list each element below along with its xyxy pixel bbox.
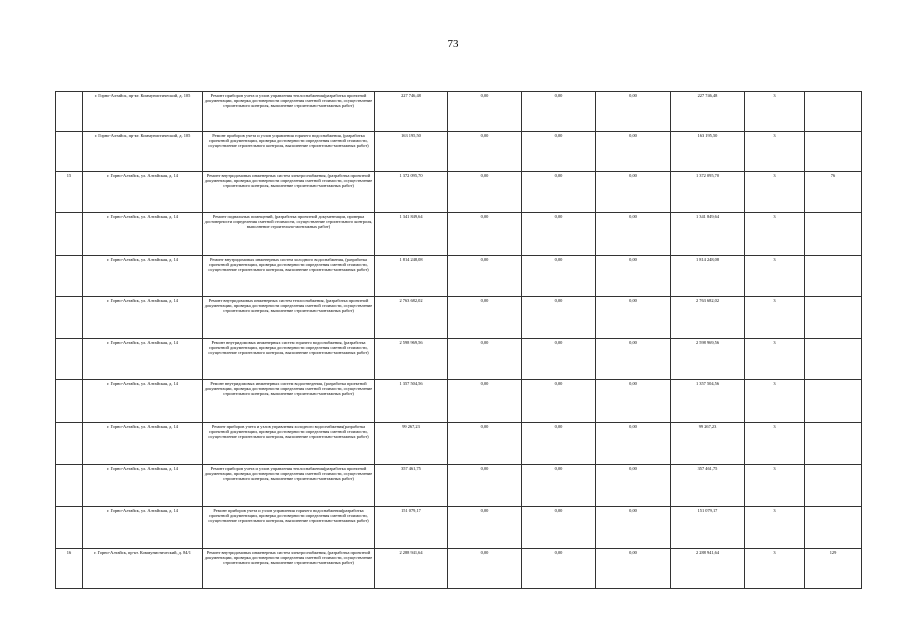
- row-work-description: Ремонт внутридомовых инженерных систем теплоснабжения, (разработка проектной документации, проверка достоверности определения сметной стоимости, осуществление строительного контроля, выполнение строительно-монтажных работ): [203, 297, 375, 339]
- row-value-1: 0,00: [448, 339, 522, 380]
- row-value-3: 0,00: [596, 256, 671, 297]
- row-extra: [805, 213, 862, 256]
- row-fund-cost: 99 267,23: [671, 423, 745, 465]
- row-value-2: 0,00: [522, 256, 596, 297]
- row-fund-cost: 2 598 969,56: [671, 339, 745, 380]
- row-value-3: 0,00: [596, 380, 671, 423]
- row-value-3: 0,00: [596, 213, 671, 256]
- row-extra: [805, 380, 862, 423]
- page-number: 73: [447, 38, 459, 50]
- row-number: [56, 339, 83, 380]
- row-work-description: Ремонт внутридомовых инженерных систем электроснабжения, (разработка проектной документации, проверка достоверности определения сметной стоимости, осуществление строительного контроля, выполнение строительно-монтажных работ): [203, 172, 375, 213]
- row-number: [56, 132, 83, 172]
- row-extra: [805, 423, 862, 465]
- row-value-2: 0,00: [522, 172, 596, 213]
- row-value-3: 0,00: [596, 507, 671, 549]
- table-row: [56, 92, 862, 132]
- row-year: 3: [745, 507, 805, 549]
- row-total-cost: 99 267,23: [375, 423, 448, 465]
- row-fund-cost: 357 461,75: [671, 465, 745, 507]
- row-address: г. Горно-Алтайск, ул. Алтайская, д. 14: [83, 507, 203, 549]
- row-value-1: 0,00: [448, 380, 522, 423]
- row-number: [56, 423, 83, 465]
- row-value-2: 0,00: [522, 423, 596, 465]
- row-number: [56, 297, 83, 339]
- row-number: [56, 256, 83, 297]
- row-fund-cost: 151 079,17: [671, 507, 745, 549]
- row-total-cost: 151 079,17: [375, 507, 448, 549]
- table-row: [56, 549, 862, 589]
- row-total-cost: 2 763 682,02: [375, 297, 448, 339]
- row-value-3: 0,00: [596, 172, 671, 213]
- row-total-cost: 1 357 504,56: [375, 380, 448, 423]
- row-year: 3: [745, 339, 805, 380]
- row-value-3: 0,00: [596, 549, 671, 589]
- row-address: г. Горно-Алтайск, ул. Алтайская, д. 14: [83, 465, 203, 507]
- row-extra: [805, 256, 862, 297]
- row-work-description: Ремонт приборов учета и узлов управления горячего водоснабжения(разработка проектной документации, проверка достоверности определения сметной стоимости, осуществление строительного контроля, выполнение строительно-монтажных работ): [203, 507, 375, 549]
- table-row: [56, 465, 862, 507]
- row-address: г. Горно-Алтайск, пр-кт. Коммунистический, д. 84/1: [83, 549, 203, 589]
- row-fund-cost: 227 746,48: [671, 92, 745, 132]
- row-work-description: Ремонт внутридомовых инженерных систем водоотведения, (разработка проектной документации, проверка достоверности определения сметной стоимости, осуществление строительного контроля, выполнение строительно-монтажных работ): [203, 380, 375, 423]
- row-work-description: Ремонт внутридомовых инженерных систем горячего водоснабжения, (разработка проектной документации, проверка достоверности определения сметной стоимости, осуществление строительного контроля, выполнение строительно-монтажных работ): [203, 339, 375, 380]
- row-year: 3: [745, 297, 805, 339]
- row-year: 3: [745, 132, 805, 172]
- row-value-3: 0,00: [596, 297, 671, 339]
- row-fund-cost: 2 763 682,02: [671, 297, 745, 339]
- table-row: [56, 507, 862, 549]
- row-total-cost: 1 814 248,08: [375, 256, 448, 297]
- row-value-2: 0,00: [522, 380, 596, 423]
- row-extra: [805, 132, 862, 172]
- row-work-description: Ремонт внутридомовых инженерных систем холодного водоснабжения, (разработка проектной документации, проверка достоверности определения сметной стоимости, осуществление строительного контроля, выполнение строительно-монтажных работ): [203, 256, 375, 297]
- row-extra: [805, 465, 862, 507]
- row-value-3: 0,00: [596, 132, 671, 172]
- row-work-description: Ремонт приборов учета и узлов управления горячего водоснабжения, (разработка проектной документации, проверка достоверности определения сметной стоимости, осуществление строительного контроля, выполнение строительно-монтажных работ): [203, 132, 375, 172]
- row-value-1: 0,00: [448, 465, 522, 507]
- row-work-description: Ремонт приборов учета и узлов управления теплоснабжения(разработка проектной документации, проверка достоверности определения сметной стоимости, осуществление строительного контроля, выполнение строительно-монтажных работ): [203, 92, 375, 132]
- row-extra: [805, 507, 862, 549]
- row-value-3: 0,00: [596, 339, 671, 380]
- row-address: г. Горно-Алтайск, ул. Алтайская, д. 14: [83, 380, 203, 423]
- capital-repair-table: [55, 91, 862, 589]
- table-row: [56, 213, 862, 256]
- row-value-1: 0,00: [448, 256, 522, 297]
- row-year: 3: [745, 172, 805, 213]
- row-number: [56, 92, 83, 132]
- row-value-1: 0,00: [448, 507, 522, 549]
- table-body: [56, 92, 862, 589]
- row-value-1: 0,00: [448, 172, 522, 213]
- row-value-2: 0,00: [522, 132, 596, 172]
- row-value-3: 0,00: [596, 423, 671, 465]
- row-total-cost: 2 598 969,56: [375, 339, 448, 380]
- row-year: 3: [745, 423, 805, 465]
- row-address: г. Горно-Алтайск, пр-кт. Коммунистический, д. 105: [83, 92, 203, 132]
- row-value-2: 0,00: [522, 465, 596, 507]
- row-value-2: 0,00: [522, 339, 596, 380]
- row-address: г. Горно-Алтайск, ул. Алтайская, д. 14: [83, 213, 203, 256]
- row-year: 3: [745, 213, 805, 256]
- row-value-2: 0,00: [522, 92, 596, 132]
- row-work-description: Ремонт внутридомовых инженерных систем электроснабжения, (разработка проектной документации, проверка достоверности определения сметной стоимости, осуществление строительного контроля, выполнение строительно-монтажных работ): [203, 549, 375, 589]
- row-number: [56, 465, 83, 507]
- row-fund-cost: 163 195,50: [671, 132, 745, 172]
- row-extra: [805, 339, 862, 380]
- row-fund-cost: 1 814 248,08: [671, 256, 745, 297]
- row-value-3: 0,00: [596, 92, 671, 132]
- row-extra: 129: [805, 549, 862, 589]
- row-address: г. Горно-Алтайск, ул. Алтайская, д. 14: [83, 297, 203, 339]
- row-fund-cost: 1 341 849,64: [671, 213, 745, 256]
- row-work-description: Ремонт приборов учета и узлов управления холодного водоснабжения(разработка проектной документации, проверка достоверности определения сметной стоимости, осуществление строительного контроля, выполнение строительно-монтажных работ): [203, 423, 375, 465]
- row-value-1: 0,00: [448, 213, 522, 256]
- row-fund-cost: 1 357 504,56: [671, 380, 745, 423]
- row-value-3: 0,00: [596, 465, 671, 507]
- row-value-2: 0,00: [522, 297, 596, 339]
- row-total-cost: 227 746,48: [375, 92, 448, 132]
- row-address: г. Горно-Алтайск, ул. Алтайская, д. 14: [83, 423, 203, 465]
- row-total-cost: 2 288 941,64: [375, 549, 448, 589]
- table-row: [56, 256, 862, 297]
- row-value-1: 0,00: [448, 549, 522, 589]
- row-number: 15: [56, 172, 83, 213]
- row-total-cost: 1 372 095,70: [375, 172, 448, 213]
- row-address: г. Горно-Алтайск, ул. Алтайская, д. 14: [83, 172, 203, 213]
- row-address: г. Горно-Алтайск, ул. Алтайская, д. 14: [83, 256, 203, 297]
- row-year: 3: [745, 92, 805, 132]
- row-total-cost: 357 461,75: [375, 465, 448, 507]
- row-value-2: 0,00: [522, 213, 596, 256]
- row-number: [56, 507, 83, 549]
- row-address: г. Горно-Алтайск, пр-кт. Коммунистический, д. 105: [83, 132, 203, 172]
- row-number: [56, 380, 83, 423]
- row-extra: [805, 92, 862, 132]
- row-year: 3: [745, 380, 805, 423]
- row-fund-cost: 2 288 941,64: [671, 549, 745, 589]
- table-row: [56, 380, 862, 423]
- table-row: [56, 132, 862, 172]
- row-value-1: 0,00: [448, 132, 522, 172]
- row-work-description: Ремонт приборов учета и узлов управления теплоснабжения(разработка проектной документации, проверка достоверности определения сметной стоимости, осуществление строительного контроля, выполнение строительно-монтажных работ): [203, 465, 375, 507]
- row-value-1: 0,00: [448, 92, 522, 132]
- table-row: [56, 423, 862, 465]
- table-row: [56, 172, 862, 213]
- row-value-1: 0,00: [448, 297, 522, 339]
- table-row: [56, 339, 862, 380]
- row-year: 3: [745, 549, 805, 589]
- row-value-2: 0,00: [522, 549, 596, 589]
- row-extra: [805, 297, 862, 339]
- row-total-cost: 1 341 849,64: [375, 213, 448, 256]
- row-work-description: Ремонт подвальных помещений, (разработка проектной документации, проверка достоверности определения сметной стоимости, осуществление строительного контроля, выполнение строительно-монтажных работ): [203, 213, 375, 256]
- row-value-1: 0,00: [448, 423, 522, 465]
- row-year: 3: [745, 256, 805, 297]
- table-row: [56, 297, 862, 339]
- row-year: 3: [745, 465, 805, 507]
- row-extra: 76: [805, 172, 862, 213]
- row-number: [56, 213, 83, 256]
- row-address: г. Горно-Алтайск, ул. Алтайская, д. 14: [83, 339, 203, 380]
- row-fund-cost: 1 372 095,70: [671, 172, 745, 213]
- row-number: 16: [56, 549, 83, 589]
- row-total-cost: 163 195,50: [375, 132, 448, 172]
- row-value-2: 0,00: [522, 507, 596, 549]
